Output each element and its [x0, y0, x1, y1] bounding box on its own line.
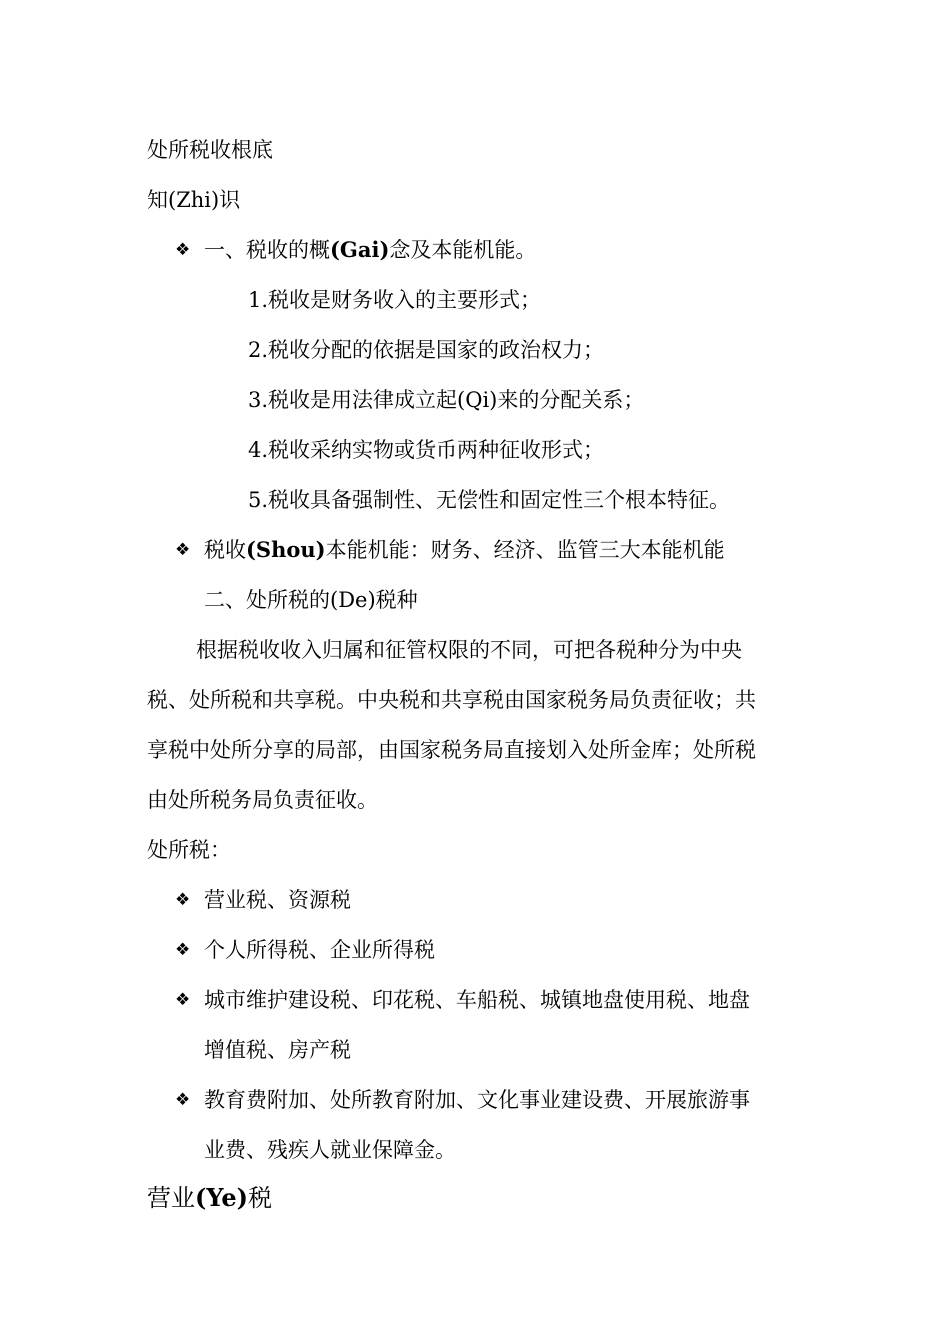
business-tax-heading-bold: (Ye) — [195, 1183, 249, 1212]
section-3-heading: 二、处所税的(De)税种 — [204, 588, 418, 612]
bullet-icon: ❖ — [175, 890, 191, 910]
section-1-item: 1.税收是财务收入的主要形式； — [248, 288, 542, 312]
bullet-icon: ❖ — [175, 990, 191, 1010]
section-2-heading-bold: (Shou) — [246, 537, 326, 562]
local-tax-item: 城市维护建设税、印花税、车船税、城镇地盘使用税、地盘 — [204, 988, 750, 1012]
paragraph-line: 根据税收收入归属和征管权限的不同，可把各税种分为中央 — [196, 638, 742, 662]
section-1-item: 4.税收采纳实物或货币两种征收形式； — [248, 438, 605, 462]
section-2-heading-post: 本能机能：财务、经济、监管三大本能机能 — [325, 538, 725, 562]
business-tax-heading — [147, 1183, 272, 1213]
section-1-heading-post: 念及本能机能。 — [389, 238, 537, 262]
business-tax-heading-pre: 营业 — [147, 1184, 195, 1212]
local-tax-item: 教育费附加、处所教育附加、文化事业建设费、开展旅游事 — [204, 1088, 750, 1112]
section-1-heading-pre: 一、税收的概 — [204, 238, 330, 262]
paragraph-line: 享税中处所分享的局部，由国家税务局直接划入处所金库；处所税 — [147, 738, 756, 762]
local-tax-item: 个人所得税、企业所得税 — [204, 938, 435, 962]
local-tax-item-continuation: 业费、残疾人就业保障金。 — [204, 1138, 456, 1162]
doc-title-line-2: 知(Zhi)识 — [147, 188, 241, 212]
local-tax-item-continuation: 增值税、房产税 — [204, 1038, 351, 1062]
section-1-heading — [204, 235, 536, 265]
bullet-icon: ❖ — [175, 1090, 191, 1110]
bullet-icon: ❖ — [175, 540, 191, 560]
section-1-heading-bold: (Gai) — [330, 237, 390, 262]
bullet-icon: ❖ — [175, 240, 191, 260]
section-1-item: 5.税收具备强制性、无偿性和固定性三个根本特征。 — [248, 488, 731, 512]
doc-title-line-1: 处所税收根底 — [147, 138, 273, 162]
bullet-icon: ❖ — [175, 940, 191, 960]
paragraph-line: 由处所税务局负责征收。 — [147, 788, 378, 812]
paragraph-line: 税、处所税和共享税。中央税和共享税由国家税务局负责征收；共 — [147, 688, 756, 712]
section-2-heading-pre: 税收 — [204, 538, 246, 562]
local-tax-label: 处所税： — [147, 838, 231, 862]
section-2-heading — [204, 535, 725, 565]
local-tax-item: 营业税、资源税 — [204, 888, 351, 912]
business-tax-heading-post: 税 — [248, 1184, 273, 1212]
section-1-item: 2.税收分配的依据是国家的政治权力； — [248, 338, 605, 362]
section-1-item: 3.税收是用法律成立起(Qi)来的分配关系； — [248, 388, 645, 412]
